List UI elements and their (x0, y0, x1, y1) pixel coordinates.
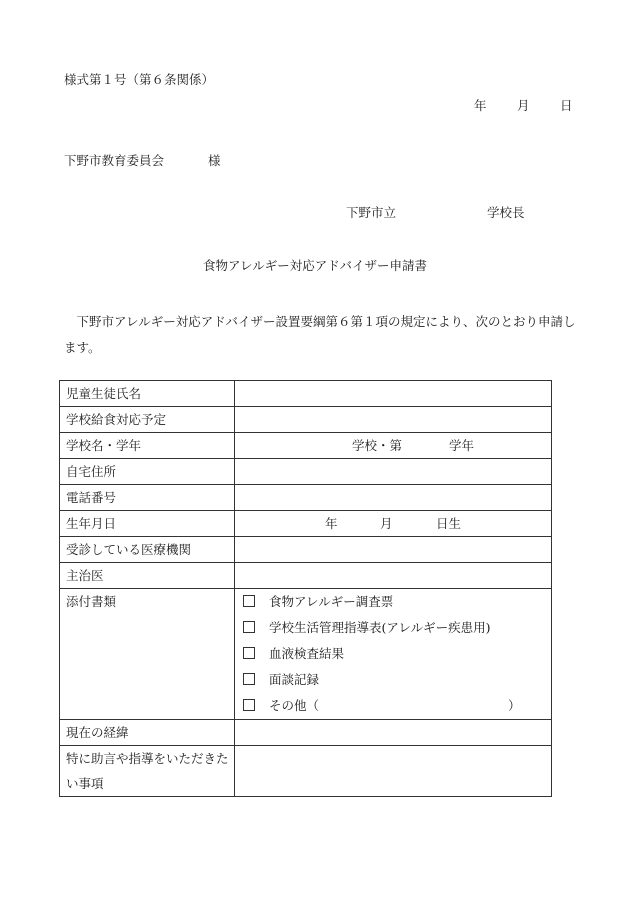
checkbox-allergy-survey[interactable] (243, 595, 255, 607)
attachment-item (241, 615, 551, 641)
addressee-name: 下野市教育委員会 (64, 153, 165, 168)
doctor-field[interactable] (235, 563, 552, 589)
attachments-label: 添付書類 (60, 589, 235, 720)
date-month-label: 月 (517, 98, 530, 113)
grade-suffix: 学年 (449, 438, 475, 453)
birth-month-suffix: 月 (380, 516, 393, 531)
table-row (60, 407, 552, 433)
table-row (60, 485, 552, 511)
table-row (60, 537, 552, 563)
medical-institution-field[interactable] (235, 537, 552, 563)
attachment-item (241, 589, 551, 615)
lunch-plan-field[interactable] (235, 407, 552, 433)
school-suffix: 学校・第 (352, 438, 403, 453)
doctor-label: 主治医 (60, 563, 235, 589)
application-table (59, 380, 552, 797)
attachment-label: 食物アレルギー調査票 (269, 594, 394, 609)
attachment-item (241, 693, 551, 719)
school-grade-field[interactable] (235, 433, 552, 459)
sender-city-school: 下野市立 (346, 205, 397, 220)
phone-field[interactable] (235, 485, 552, 511)
table-row (60, 589, 552, 720)
checkbox-school-life-guidance[interactable] (243, 621, 255, 633)
birthdate-field[interactable] (235, 511, 552, 537)
checkbox-other[interactable] (243, 699, 255, 711)
birthdate-label: 生年月日 (60, 511, 235, 537)
table-row (60, 746, 552, 797)
form-number: 様式第１号（第６条関係） (64, 72, 215, 87)
table-row (60, 459, 552, 485)
table-row (60, 511, 552, 537)
sender-principal: 学校長 (487, 205, 525, 220)
table-row (60, 563, 552, 589)
checkbox-interview-record[interactable] (243, 673, 255, 685)
school-grade-label: 学校名・学年 (60, 433, 235, 459)
table-row (60, 381, 552, 407)
attachment-label: 面談記録 (269, 672, 320, 687)
date-day-label: 日 (560, 98, 573, 113)
other-close-paren: ） (508, 698, 521, 713)
birth-year-suffix: 年 (325, 516, 338, 531)
table-row (60, 720, 552, 746)
medical-institution-label: 受診している医療機関 (60, 537, 235, 563)
phone-label: 電話番号 (60, 485, 235, 511)
address-field[interactable] (235, 459, 552, 485)
student-name-field[interactable] (235, 381, 552, 407)
attachment-label: 血液検査結果 (269, 646, 345, 661)
table-row (60, 433, 552, 459)
addressee-honorific: 様 (208, 153, 221, 168)
attachment-label: その他（ (269, 698, 320, 713)
attachments-list (235, 589, 552, 720)
attachment-item (241, 667, 551, 693)
document-title: 食物アレルギー対応アドバイザー申請書 (203, 258, 427, 273)
current-status-field[interactable] (235, 720, 552, 746)
student-name-label: 児童生徒氏名 (60, 381, 235, 407)
attachment-item (241, 641, 551, 667)
birth-day-suffix: 日生 (436, 516, 462, 531)
advice-request-label: 特に助言や指導をいただきたい事項 (60, 746, 235, 797)
checkbox-blood-test[interactable] (243, 647, 255, 659)
advice-request-field[interactable] (235, 746, 552, 797)
lunch-plan-label: 学校給食対応予定 (60, 407, 235, 433)
date-year-label: 年 (474, 98, 487, 113)
address-label: 自宅住所 (60, 459, 235, 485)
current-status-label: 現在の経緯 (60, 720, 235, 746)
attachment-label: 学校生活管理指導表(アレルギー疾患用) (269, 620, 491, 635)
body-text: 下野市アレルギー対応アドバイザー設置要綱第６第１項の規定により、次のとおり申請します。 (64, 314, 576, 355)
